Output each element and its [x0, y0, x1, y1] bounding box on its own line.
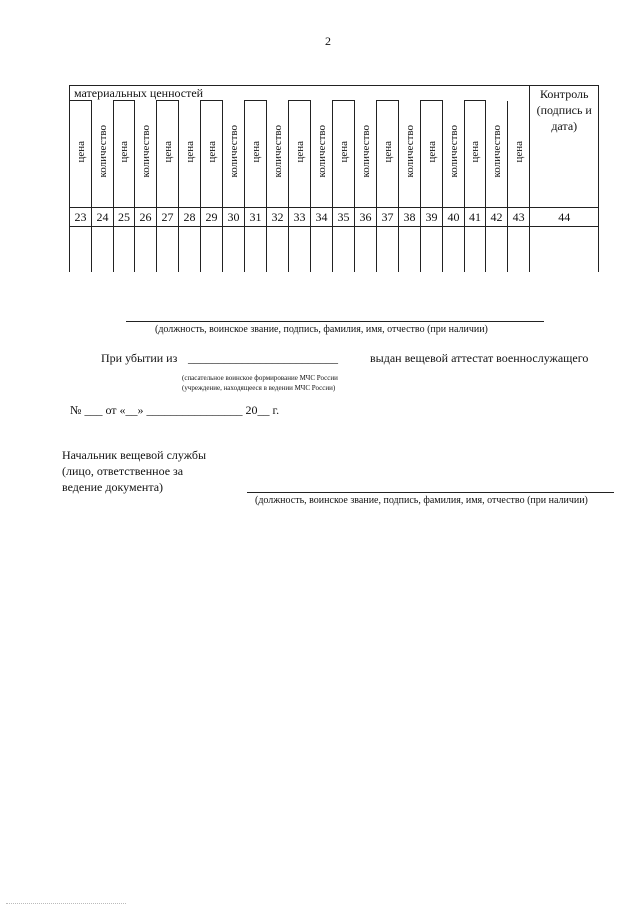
column-number: 33: [289, 208, 311, 227]
column-number: 28: [179, 208, 201, 227]
column-header-label: количество: [227, 125, 240, 178]
column-number: 32: [267, 208, 289, 227]
chief-line-2: (лицо, ответственное за: [62, 464, 184, 478]
table-cell: [201, 227, 223, 272]
chief-line-3: ведение документа): [62, 480, 164, 494]
column-header-40: [443, 101, 465, 208]
column-header-label: цена: [161, 141, 174, 163]
table-cell: [443, 227, 465, 272]
column-header-label: количество: [315, 125, 328, 178]
column-number: 42: [486, 208, 508, 227]
table-cell: [157, 227, 179, 272]
table-cell: [508, 227, 530, 272]
column-header-41: [465, 101, 486, 208]
column-header-38: [399, 101, 421, 208]
column-header-label: цена: [337, 141, 350, 163]
column-header-32: [267, 101, 289, 208]
column-header-23: [70, 101, 92, 208]
column-header-25: [114, 101, 135, 208]
chief-line-1: Начальник вещевой службы: [62, 448, 207, 462]
departure-unit-blank: _________________________: [188, 351, 338, 365]
column-number: 41: [465, 208, 486, 227]
column-header-34: [311, 101, 333, 208]
column-header-26: [135, 101, 157, 208]
column-header-label: количество: [139, 125, 152, 178]
column-number: 40: [443, 208, 465, 227]
column-number: 31: [245, 208, 267, 227]
table-cell: [289, 227, 311, 272]
table-cell: [311, 227, 333, 272]
table-cell: [333, 227, 355, 272]
column-number: 36: [355, 208, 377, 227]
attestat-number-line: № ___ от «__» ________________ 20__ г.: [70, 403, 280, 417]
column-header-43: [508, 101, 530, 208]
column-header-label: цена: [469, 141, 481, 163]
column-number: 25: [114, 208, 135, 227]
table-cell: [223, 227, 245, 272]
column-header-37: [377, 101, 399, 208]
column-number: 29: [201, 208, 223, 227]
table-cell: [92, 227, 114, 272]
column-number: 26: [135, 208, 157, 227]
column-header-31: [245, 101, 267, 208]
column-header-36: [355, 101, 377, 208]
departure-note-2: (учреждение, находящееся в ведении МЧС России): [182, 384, 336, 392]
column-header-label: цена: [118, 141, 130, 163]
page-number: 2: [325, 34, 331, 48]
column-header-label: количество: [490, 125, 503, 178]
table-cell: [267, 227, 289, 272]
signature-caption-1: (должность, воинское звание, подпись, фамилия, имя, отчество (при наличии): [155, 324, 488, 335]
table-cell: [377, 227, 399, 272]
column-header-label: цена: [205, 141, 218, 163]
column-header-24: [92, 101, 114, 208]
scan-edge-mark: [6, 903, 126, 904]
column-header-label: количество: [447, 125, 460, 178]
column-number: 34: [311, 208, 333, 227]
table-cell: [114, 227, 135, 272]
column-header-label: цена: [249, 141, 262, 163]
departure-suffix: выдан вещевой аттестат военнослужащего: [370, 351, 589, 365]
column-number: 37: [377, 208, 399, 227]
column-header-label: цена: [381, 141, 394, 163]
departure-prefix: При убытии из: [101, 351, 178, 365]
table-cell: [355, 227, 377, 272]
departure-note-1: (спасательное воинское формирование МЧС России: [182, 374, 338, 382]
signature-line-1: [126, 321, 544, 322]
control-column-header: Контроль (подпись и дата): [530, 86, 599, 208]
column-header-29: [201, 101, 223, 208]
signature-caption-2: (должность, воинское звание, подпись, фамилия, имя, отчество (при наличии): [255, 495, 588, 506]
table-cell: [421, 227, 443, 272]
table-cell: [465, 227, 486, 272]
column-header-label: количество: [359, 125, 372, 178]
signature-line-2: [247, 492, 614, 493]
column-number: 23: [70, 208, 92, 227]
column-number: 24: [92, 208, 114, 227]
column-header-label: цена: [74, 141, 87, 163]
column-header-28: [179, 101, 201, 208]
column-number: 30: [223, 208, 245, 227]
table-cell: [245, 227, 267, 272]
column-header-30: [223, 101, 245, 208]
column-header-label: цена: [183, 140, 196, 163]
column-header-label: цена: [425, 141, 438, 163]
column-header-label: цена: [512, 140, 525, 163]
column-number: 43: [508, 208, 530, 227]
column-number: 27: [157, 208, 179, 227]
table-cell: [135, 227, 157, 272]
column-header-42: [486, 101, 508, 208]
column-header-35: [333, 101, 355, 208]
material-values-table: [69, 85, 599, 272]
column-header-27: [157, 101, 179, 208]
table-cell: [530, 227, 599, 272]
column-number: 38: [399, 208, 421, 227]
column-header-label: цена: [293, 141, 306, 163]
table-cell: [179, 227, 201, 272]
table-header-title: материальных ценностей: [70, 86, 530, 101]
column-number: 35: [333, 208, 355, 227]
control-column-number: 44: [530, 208, 599, 227]
column-header-label: количество: [271, 125, 284, 178]
table-cell: [70, 227, 92, 272]
table-cell: [399, 227, 421, 272]
column-header-label: количество: [403, 125, 416, 178]
column-header-label: количество: [96, 125, 109, 178]
column-header-33: [289, 101, 311, 208]
column-number: 39: [421, 208, 443, 227]
table-cell: [486, 227, 508, 272]
column-header-39: [421, 101, 443, 208]
